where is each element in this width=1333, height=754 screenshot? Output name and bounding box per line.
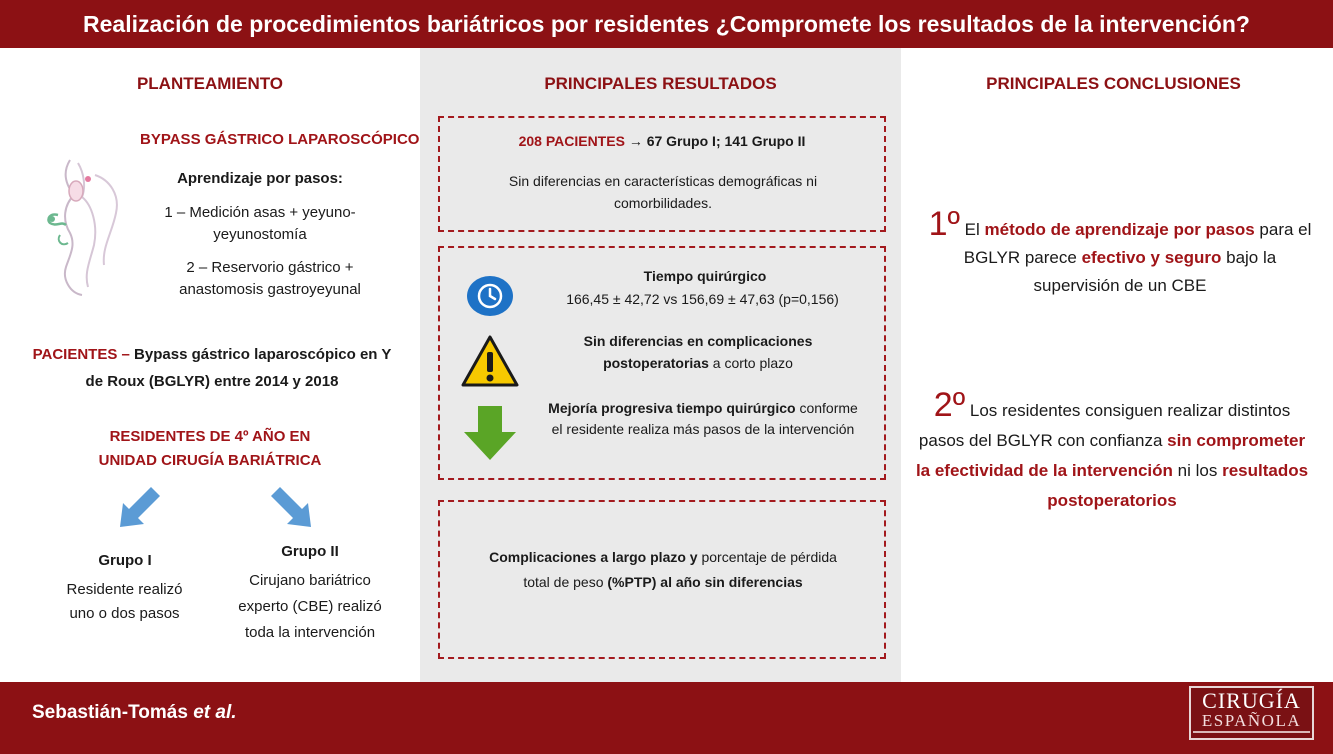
bypass-title: BYPASS GÁSTRICO LAPAROSCÓPICO: [140, 131, 420, 148]
conclusion-1-text-c: para el BGLYR parece: [963, 220, 1312, 267]
conclusion-1-text-a: El: [964, 220, 980, 239]
conclusion-2-text-d: resultados postoperatorios: [1047, 461, 1309, 510]
step-2-text: 2 – Reservorio gástrico + anastomosis gastroyeyunal: [179, 259, 361, 298]
residentes-line-1: RESIDENTES DE 4º AÑO EN: [109, 428, 311, 445]
grupo-2-title: Grupo II: [281, 543, 339, 560]
grupo-1-text: Residente realizó uno o dos pasos: [66, 581, 183, 622]
residentes-heading: [80, 425, 340, 473]
planteamiento-heading: PLANTEAMIENTO: [136, 74, 284, 93]
pacientes-label: PACIENTES –: [32, 346, 130, 363]
clock-icon: [464, 275, 516, 317]
long-term-part-1: Complicaciones a largo plazo y: [489, 549, 698, 565]
pacientes-text: Bypass gástrico laparoscópico en Y de Roux (BGLYR) entre 2014 y 2018: [85, 346, 392, 390]
conclusion-2-text-a: Los residentes consiguen realizar distintos pasos del BGLYR con confianza: [918, 401, 1291, 450]
conclusion-1-text-e: bajo la supervisión de un CBE: [1033, 248, 1277, 295]
conclusion-1-text-d: efectivo y seguro: [1081, 248, 1222, 267]
mejoria-bold: Mejoría progresiva tiempo quirúrgico: [548, 400, 796, 416]
stomach-bypass-illustration-icon: [40, 155, 130, 300]
arrow-down-left-icon: [115, 484, 163, 532]
long-term-part-2: porcentaje de pérdida total de peso: [523, 549, 837, 590]
long-term-results: [488, 545, 838, 595]
complicaciones-rest: a corto plazo: [712, 355, 793, 371]
resultados-heading: PRINCIPALES RESULTADOS: [544, 74, 777, 93]
conclusion-2-number: 2º: [933, 386, 966, 424]
mejoria-rest: conforme el residente realiza más pasos de la intervención: [551, 400, 858, 437]
tiempo-values: 166,45 ± 42,72 vs 156,69 ± 47,63 (p=0,156): [566, 291, 839, 307]
grupo-2-text: Cirujano bariátrico experto (CBE) realizó toda la intervención: [238, 572, 382, 641]
pacientes-description: [22, 341, 402, 395]
tiempo-title: Tiempo quirúrgico: [643, 268, 767, 284]
arrow-down-right-icon: [268, 484, 316, 532]
author-name: Sebastián-Tomás: [32, 702, 188, 723]
residentes-line-2: UNIDAD CIRUGÍA BARIÁTRICA: [98, 452, 322, 469]
conclusion-2-text-b: sin comprometer la efectividad de la intervención: [915, 431, 1306, 480]
aprendizaje-title: Aprendizaje por pasos:: [177, 170, 343, 187]
journal-logo-line-2: ESPAÑOLA: [1201, 711, 1302, 730]
author-etal: et al.: [193, 702, 237, 723]
patients-count: 208 PACIENTES: [518, 133, 625, 149]
patients-summary: [438, 133, 886, 149]
patients-description: Sin diferencias en características demográficas ni comorbilidades.: [508, 173, 818, 211]
arrow-down-icon: [462, 404, 518, 462]
conclusiones-heading: PRINCIPALES CONCLUSIONES: [986, 74, 1241, 93]
conclusion-1: [920, 205, 1320, 300]
mejoria-progresiva: [548, 398, 858, 440]
footer-author: [32, 702, 237, 724]
complicaciones-corto-plazo: [548, 330, 848, 374]
long-term-part-3: (%PTP) al año sin diferencias: [607, 574, 803, 590]
conclusion-2: [912, 386, 1312, 516]
complicaciones-bold: Sin diferencias en complicaciones postoperatorias: [583, 333, 813, 371]
conclusion-1-text-b: método de aprendizaje por pasos: [984, 220, 1255, 239]
grupo-1-title: Grupo I: [98, 552, 152, 569]
warning-icon: [460, 334, 520, 388]
arrow-right-icon: →: [628, 133, 643, 149]
conclusion-1-number: 1º: [928, 205, 960, 243]
conclusion-2-text-c: ni los: [1177, 461, 1218, 480]
patients-groups: 67 Grupo I; 141 Grupo II: [646, 133, 806, 149]
step-1-text: 1 – Medición asas + yeyuno-yeyunostomía: [164, 204, 356, 243]
journal-logo-underline: [1193, 731, 1310, 733]
journal-logo-line-1: CIRUGÍA: [1202, 688, 1301, 713]
page-title: Realización de procedimientos bariátricos por residentes ¿Compromete los resultados de la intervención?: [83, 11, 1250, 37]
